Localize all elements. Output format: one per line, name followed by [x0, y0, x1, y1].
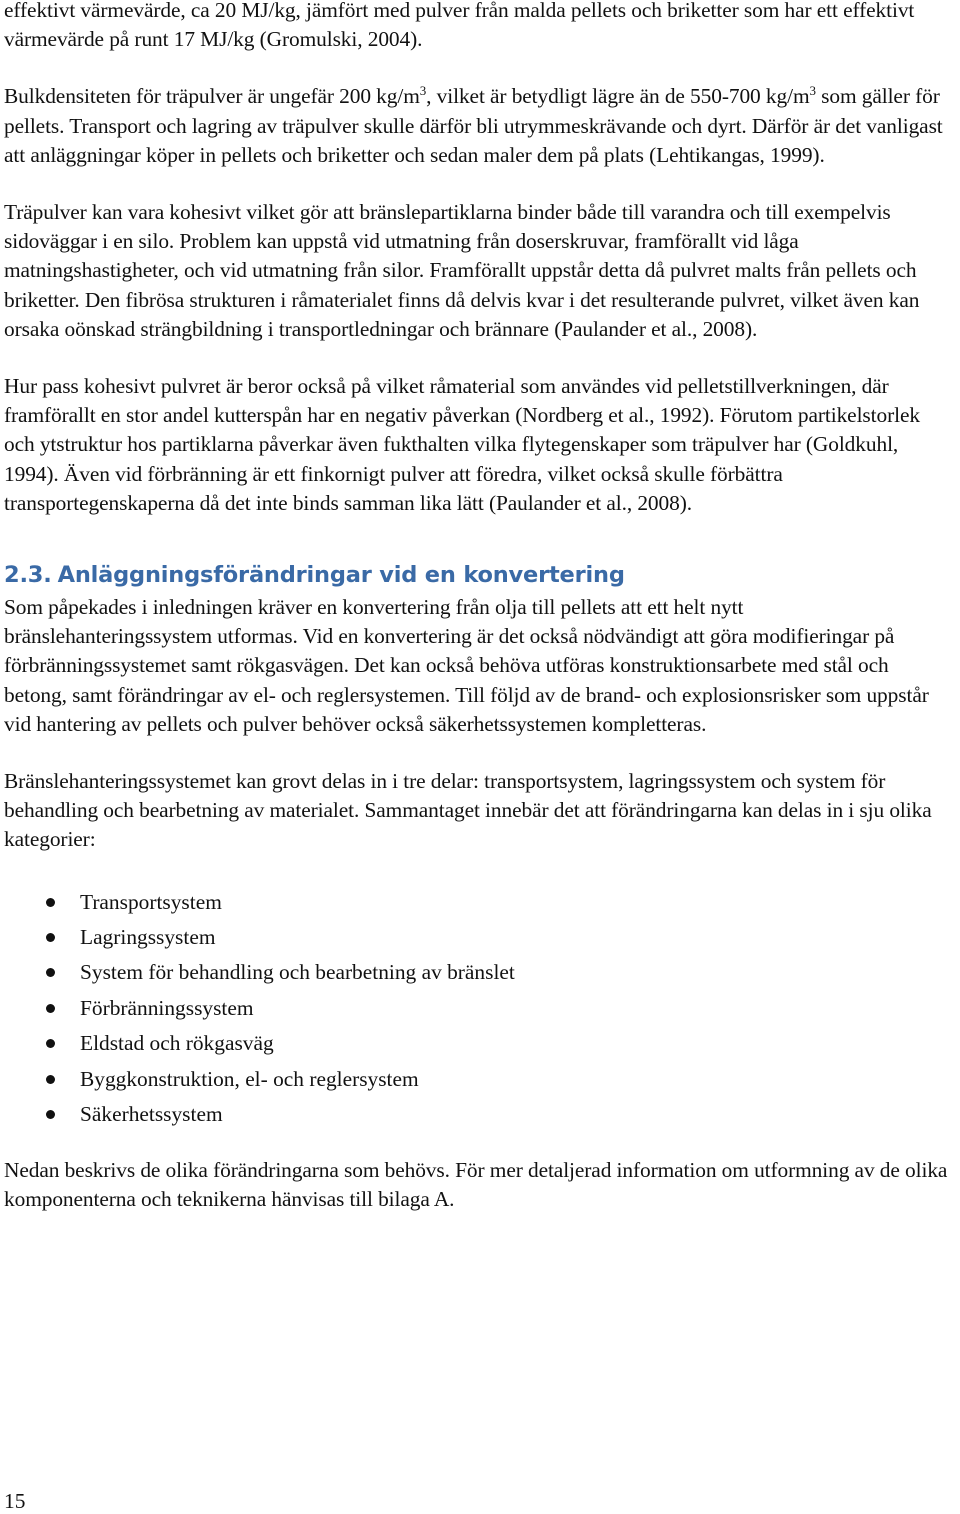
- bulk-density-text-1: Bulkdensiteten för träpulver är ungefär 200 kg/m: [4, 84, 420, 109]
- bulk-density-text-3: som gäller för pellets. Transport och lagring av träpulver skulle därför bli utrymmeskrävande och dyrt. Därför är det vanligast att anläggningar köper in pellets och briketter och sedan maler dem på plats (Lehtikangas, 1999).: [4, 84, 943, 167]
- list-item: [4, 1026, 948, 1061]
- bullet-icon: [46, 1110, 55, 1119]
- bullet-icon: [46, 1075, 55, 1084]
- list-item: [4, 920, 948, 955]
- bulk-density-text-2: , vilket är betydligt lägre än de 550-700 kg/m: [426, 84, 810, 109]
- list-item-label: Lagringssystem: [80, 925, 216, 950]
- list-item: [4, 1097, 948, 1132]
- paragraph-conversion: Som påpekades i inledningen kräver en konvertering från olja till pellets att ett helt nytt bränslehanteringssystem utformas. Vid en konvertering är det också nödvändigt att göra modifieringar på förbränningssystemet samt rökgasvägen. Det kan också behöva utföras konstruktionsarbete med stål och betong, samt förändringar av el- och reglersystemen. Till följd av de brand- och explosionsrisker som uppstår vid hantering av pellets och pulver behöver också säkerhetssystemen kompletteras.: [4, 595, 929, 736]
- bullet-icon: [46, 1004, 55, 1013]
- superscript-cubic-2: 3: [809, 83, 816, 99]
- bullet-icon: [46, 1039, 55, 1048]
- bullet-icon: [46, 933, 55, 942]
- section-number: 2.3.: [4, 562, 52, 589]
- paragraph-raw-material: Hur pass kohesivt pulvret är beror också på vilket råmaterial som användes vid pelletstillverkningen, där framförallt en stor andel kutterspån har en negativ påverkan (Nordberg et al., 1992). Förutom partikelstorlek och ytstruktur hos partiklarna påverkar även fukthalten vilka flytegenskaper som träpulver har (Goldkuhl, 1994). Även vid förbränning är ett finkornigt pulver att föredra, vilket också skulle förbättra transportegenskaperna då det inte binds samman lika lätt (Paulander et al., 2008).: [4, 374, 920, 515]
- superscript-cubic-1: 3: [419, 83, 427, 99]
- list-item: [4, 991, 948, 1026]
- paragraph-cohesion: Träpulver kan vara kohesivt vilket gör att bränslepartiklarna binder både till varandra och till exempelvis sidoväggar i en silo. Problem kan uppstå vid utmatning från doserskruvar, framförallt vid låga matningshastigheter, och vid utmatning från silor. Framförallt uppstår detta då pulvret malts från pellets och briketter. Den fibrösa strukturen i råmaterialet finns då delvis kvar i det resulterande pulvret, vilket även kan orsaka oönskad strängbildning i transportledningar och brännare (Paulander et al., 2008).: [4, 200, 920, 341]
- paragraph-closing: Nedan beskrivs de olika förändringarna som behövs. För mer detaljerad information om utformning av de olika komponenterna och teknikerna hänvisas till bilaga A.: [4, 1157, 948, 1211]
- list-item-label: Transportsystem: [80, 889, 222, 914]
- paragraph-bulk-density: [4, 82, 948, 170]
- paragraph-heating-value: effektivt värmevärde, ca 20 MJ/kg, jämfört med pulver från malda pellets och briketter som har ett effektivt värmevärde på runt 17 MJ/kg (Gromulski, 2004).: [4, 0, 915, 52]
- section-heading: [4, 560, 948, 590]
- list-item: [4, 885, 948, 920]
- page-number: 15: [4, 1489, 26, 1513]
- bullet-icon: [46, 968, 55, 977]
- paragraph-fuel-handling: Bränslehanteringssystemet kan grovt delas in i tre delar: transportsystem, lagringssystem och system för behandling och bearbetning av materialet. Sammantaget innebär det att förändringarna kan delas in i sju olika kategorier:: [4, 769, 932, 852]
- section-title: Anläggningsförändringar vid en konvertering: [57, 562, 625, 589]
- bullet-icon: [46, 898, 55, 907]
- list-item-label: Eldstad och rökgasväg: [80, 1031, 274, 1056]
- list-item-label: Byggkonstruktion, el- och reglersystem: [80, 1066, 419, 1091]
- list-item: [4, 1062, 948, 1097]
- category-list: [4, 885, 948, 1133]
- list-item-label: Säkerhetssystem: [80, 1102, 223, 1127]
- list-item: [4, 955, 948, 990]
- list-item-label: Förbränningssystem: [80, 995, 254, 1020]
- list-item-label: System för behandling och bearbetning av bränslet: [80, 960, 515, 985]
